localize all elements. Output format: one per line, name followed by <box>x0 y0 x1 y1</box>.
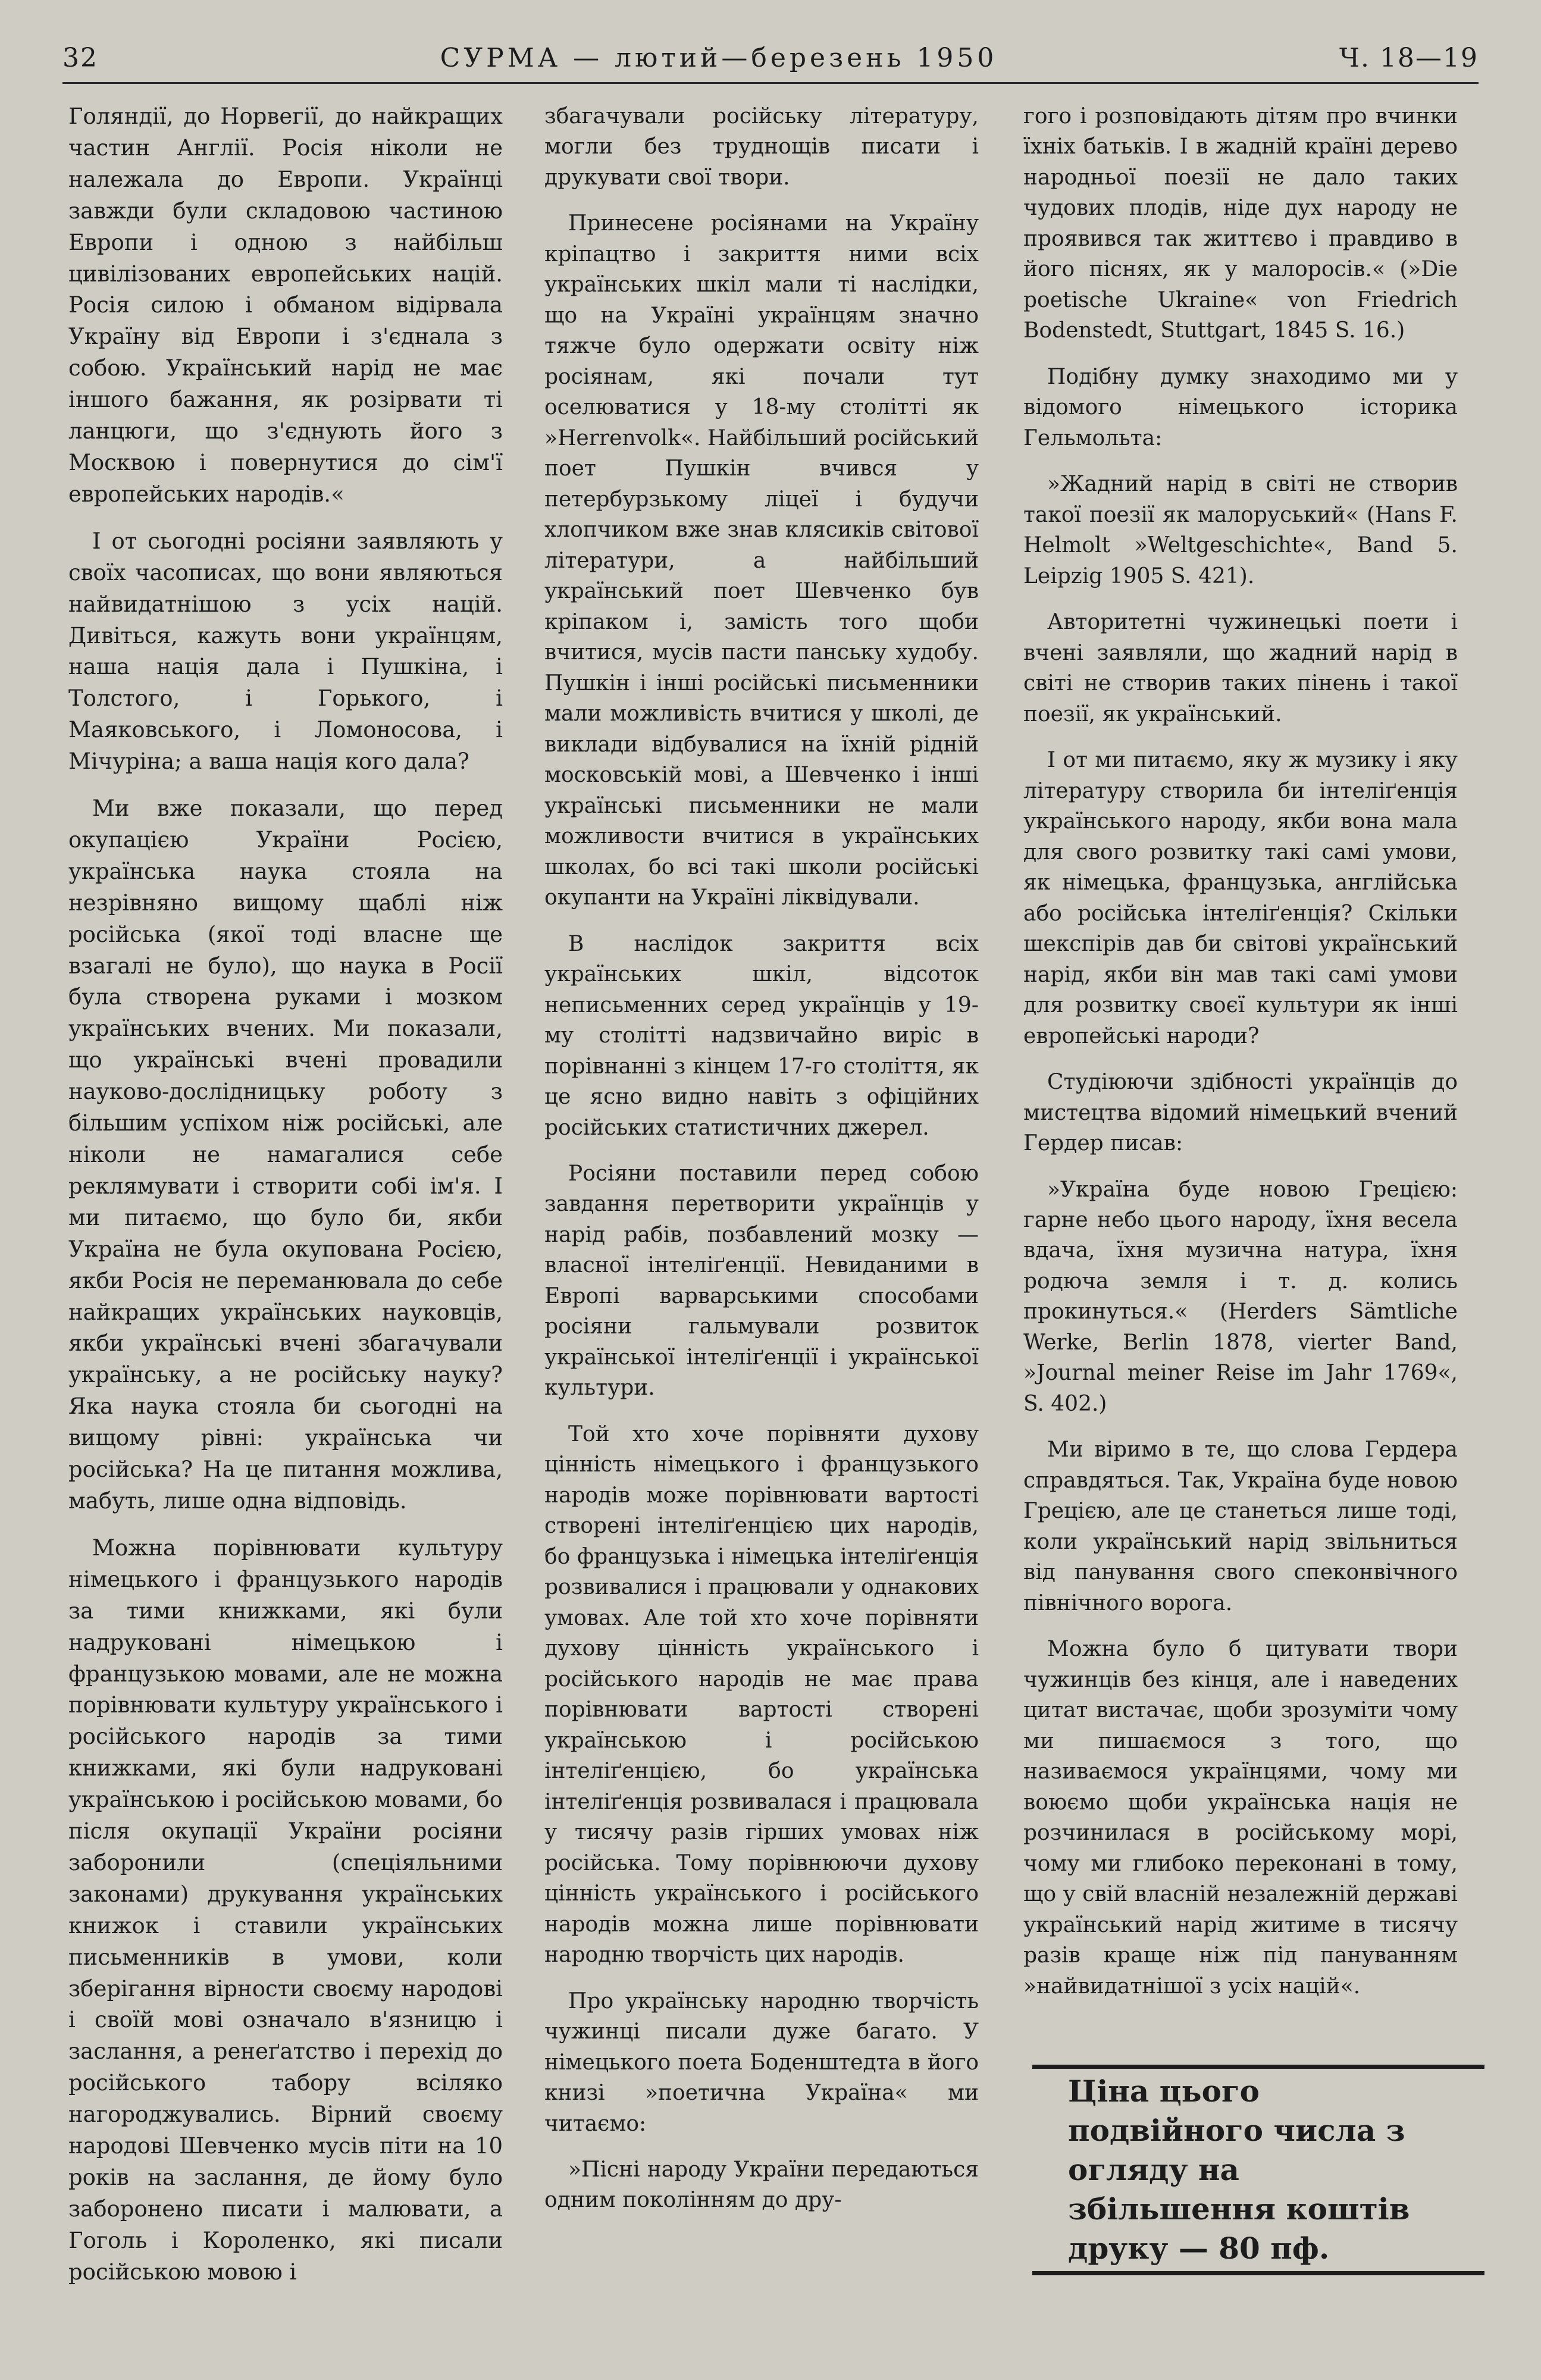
paragraph: Студіюючи здібності українців до мистецтва відомий німецький вчений Гердер писав: <box>1023 1070 1458 1156</box>
page-header <box>62 37 1479 79</box>
paragraph: Про українську народню творчість чужинці писали дуже багато. У німецького поета Боденштедта в його книзі »поетична Україна« ми читаємо: <box>544 1988 979 2136</box>
paragraph: І от ми питаємо, яку ж музику і яку літературу створила би інтеліґенція українського народу, якби вона мала для свого розвитку такі самі умови, як німецька, французька, англійська або російська інтеліґенція? Скільки шекспірів дав би світові український нарід, якби він мав такі самі умови для розвитку своєї культури як інші европейські народи? <box>1023 748 1458 1048</box>
paragraph: Принесене росіянами на Україну кріпацтво і закриття ними всіх українських шкіл мали ті наслідки, що на Україні українцям значно тяжче було одержати освіту ніж росіянам, які почали тут оселюватися у 18-му столітті як »Herrenvolk«. Найбільший російський поет Пушкін вчився у петербурзькому ліцеї і будучи хлопчиком вже знав клясиків світової літератури, а найбільший український поет Шевченко був кріпаком і, замість того щоби вчитися, мусів пасти панську худобу. Пушкін і інші російські письменники мали можливість вчитися у школі, де виклади відбувалися на їхній рідній московській мові, а Шевченко і інші українські письменники не мали можливости вчитися в українських школах, бо всі такі школи російські окупанти на Україні ліквідували. <box>544 211 979 910</box>
paragraph: І от сьогодні росіяни заявляють у своїх часописах, що вони являються найвидатнішою з усіх націй. Дивіться, кажуть вони українцям, наша нація дала і Пушкіна, і Толстого, і Горького, і Маяковського, і Ломоносова, і Мічуріна; а ваша нація кого дала? <box>68 528 503 775</box>
paragraph: Ми віримо в те, що слова Гердера справдяться. Так, Україна буде новою Грецією, але це станеться лише тоді, коли український нарід звільниться від панування свого спеконвічного північного ворога. <box>1023 1438 1458 1615</box>
paragraph: Авторитетні чужинецькі поети і вчені заявляли, що жадний нарід в світі не створив таких пінень і такої поезії, як український. <box>1023 610 1458 726</box>
masthead-title: СУРМА — лютий—березень 1950 <box>440 42 998 73</box>
price-notice-text: Ціна цього подвійного числа з огляду на збільшення коштів друку — 80 пф. <box>1068 2074 1410 2266</box>
paragraph: Росіяни поставили перед собою завдання перетворити українців у нарід рабів, позбавлений мозку — власної інтеліґенції. Невиданими в Европі варварськими способами росіяни гальмували розвиток української інтеліґенції і української культури. <box>544 1161 979 1401</box>
paragraph: гого і розповідають дітям про вчинки їхніх батьків. І в жадній країні дерево народньої поезії не дало таких чудових плодів, ніде дух народу не проявився так життєво і правдиво в його піснях, як у малоросів.« (»Die poetische Ukraine« von Friedrich Bodenstedt, Stuttgart, 1845 S. 16.) <box>1023 104 1458 343</box>
paragraph: Можна порівнювати культуру німецького і французького народів за тими книжками, які були надруковані німецькою і французькою мовами, але не можна порівнювати культуру українського і російського народів за тими книжками, які були надруковані українською і російською мовами, бо після окупації України росіяни заборонили (спеціяльними законами) друкування українських книжок і ставили українських письменників в умови, коли зберігання вірности своєму народові і своїй мові означало в'язницю і заслання, а ренеґатство і перехід до російського табору всіляко нагороджувались. Вірний своєму народові Шевченко мусів піти на 10 років на заслання, де йому було заборонено писати і малювати, а Гоголь і Короленко, які писали російською мовою і <box>68 1535 503 2285</box>
paragraph: »Жадний нарід в світі не створив такої поезії як малоруський« (Hans F. Helmolt »Weltgeschichte«, Band 5. Leipzig 1905 S. 421). <box>1023 472 1458 588</box>
paragraph: »Україна буде новою Грецією: гарне небо цього народу, їхня весела вдача, їхня музична натура, їхня родюча земля і т. д. колись прокинуться.« (Herders Sämtliche Werke, Berlin 1878, vierter Band, »Journal meiner Reise im Jahr 1769«, S. 402.) <box>1023 1177 1458 1416</box>
paragraph: збагачували російську літературу, могли без труднощів писати і друкувати свої твори. <box>544 104 979 190</box>
paragraph: Ми вже показали, що перед окупацією України Росією, українська наука стояла на незрівняно вищому щаблі ніж російська (якої тоді власне ще взагалі не було), що наука в Росії була створена руками і мозком українських вчених. Ми показали, що українські вчені провадили науково-дослідницьку роботу з більшим успіхом ніж російські, але ніколи не намагалися себе реклямувати і створити собі ім'я. І ми питаємо, що було би, якби Україна не була окупована Росією, якби Росія не переманювала до себе найкращих українських науковців, якби українські вчені збагачували українську, а не російську науку? Яка наука стояла би сьогодні на вищому рівні: українська чи російська? На це питання можлива, мабуть, лише одна відповідь. <box>68 796 503 1514</box>
price-notice-box <box>1032 2065 1484 2275</box>
paragraph: Той хто хоче порівняти духову цінність німецького і французького народів може порівнювати вартості створені інтеліґенцією цих народів, бо французька і німецька інтеліґенція розвивалися і працювали у однакових умовах. Але той хто хоче порівняти духову цінність українського і російського народів не має права порівнювати вартості створені українською і російською інтеліґенцією, бо українська інтеліґенція розвивалася і працювала у тисячу разів гірших умовах ніж російська. Тому порівнюючи духову цінність українського і російського народів можна лише порівнювати народню творчість цих народів. <box>544 1421 979 1968</box>
paragraph: В наслідок закриття всіх українських шкіл, відсоток неписьменних серед українців у 19-му столітті надзвичайно виріс в порівнанні з кінцем 17-го століття, як це ясно видно навіть з офіційних російських статистичних джерел. <box>544 931 979 1140</box>
paragraph: Голяндії, до Норвегії, до найкращих частин Англії. Росія ніколи не належала до Европи. Українці завжди були складовою частиною Европи і одною з найбільш цивілізованих европейських націй. Росія силою і обманом відірвала Україну від Европи і з'єднала з собою. Український нарід не має іншого бажання, як розірвати ті ланцюги, що з'єднують його з Москвою і повернутися до сім'ї европейських народів.« <box>68 104 503 507</box>
page-number: 32 <box>62 42 98 73</box>
header-rule <box>62 82 1479 84</box>
text-column-3 <box>1023 101 1458 2017</box>
paragraph: »Пісні народу України передаються одним поколінням до дру- <box>544 2157 979 2213</box>
issue-number: Ч. 18—19 <box>1339 42 1479 73</box>
text-column-1 <box>68 101 503 2304</box>
paragraph: Можна було б цитувати твори чужинців без кінця, але і наведених цитат вистачає, щоби зрозуміти чому ми пишаємося з того, що називаємося українцями, чому ми воюємо щоби українська нація не розчинилася в російському морі, чому ми глибоко переконані в тому, що у свій власній незалежній державі український нарід житиме в тисячу разів краще ніж під пануванням »найвидатнішої з усіх націй«. <box>1023 1637 1458 1999</box>
paragraph: Подібну думку знаходимо ми у відомого німецького історика Гельмольта: <box>1023 364 1458 450</box>
text-column-2 <box>544 101 979 2231</box>
